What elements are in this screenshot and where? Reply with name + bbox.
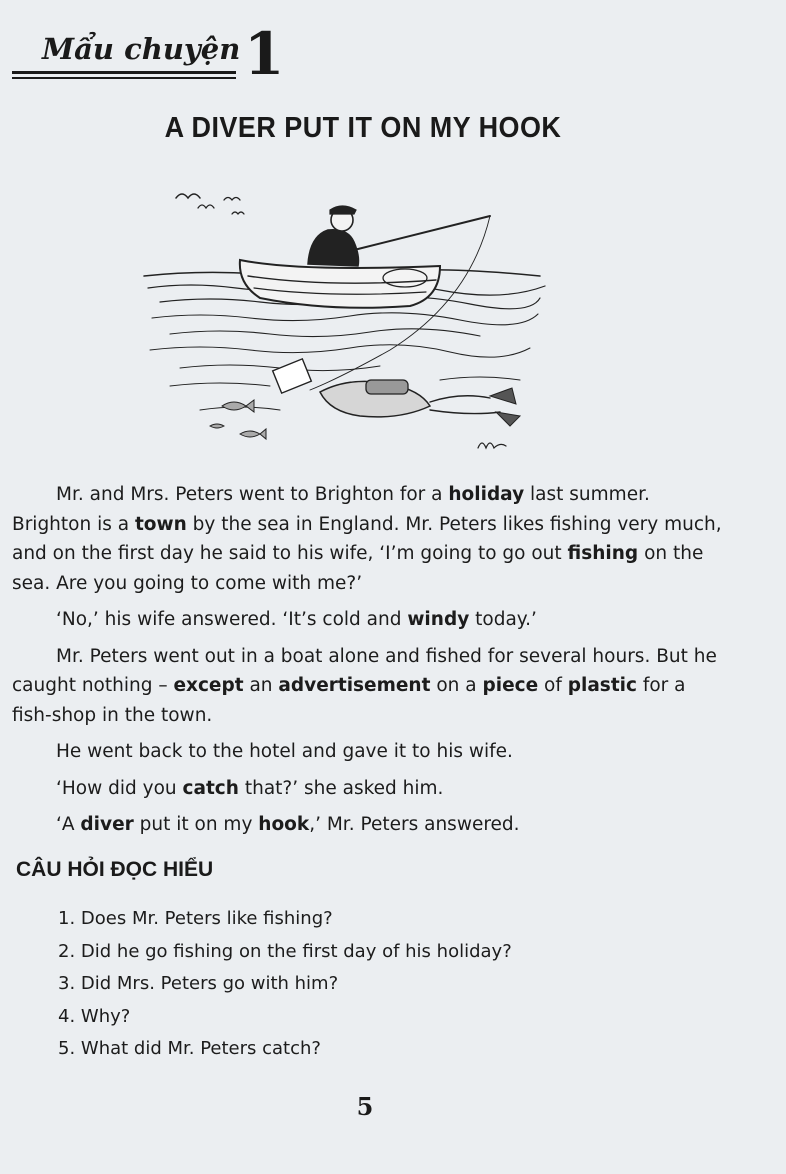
vocabulary-word: town [134,513,187,535]
story-text: of [538,675,568,696]
vocabulary-word: windy [407,609,470,630]
story-paragraph [12,737,722,767]
story-text: for a fish-shop in the town. [12,675,686,726]
story-title: A DIVER PUT IT ON MY HOOK [164,112,562,144]
story-text: that?’ she asked him. [238,777,444,799]
vocabulary-word: catch [182,777,239,799]
page-number: 5 [356,1092,374,1121]
question-item: 3. Did Mrs. Peters go with him? [58,973,339,994]
story-paragraph [12,810,722,840]
story-text: ‘No,’ his wife answered. ‘It’s cold and [56,609,408,630]
header-rule [12,77,236,79]
story-text: on a [430,675,483,696]
story-paragraph [12,642,722,731]
vocabulary-word: except [173,675,244,696]
question-item: 5. What did Mr. Peters catch? [58,1038,321,1059]
story-text: He went back to the hotel and gave it to his wife. [56,741,513,762]
story-text: Mr. and Mrs. Peters went to Brighton for a [56,484,449,505]
vocabulary-word: hook [258,814,310,835]
story-text: on the sea. Are you going to come with me?’ [12,543,704,594]
vocabulary-word: plastic [567,675,637,696]
story-text: today.’ [469,609,537,630]
chapter-number: 1 [244,20,285,88]
vocabulary-word: holiday [448,484,525,505]
story-text: put it on my [133,814,259,835]
story-paragraph [12,605,722,635]
story-text: by the sea in England. Mr. Peters likes fishing very much, and on the first day he said to his wife, ‘I’m going to go out [12,513,722,564]
story-text: last summer. Brighton is a [12,484,650,535]
story-paragraph [12,480,722,598]
question-list [58,903,512,1066]
question-item: 4. Why? [58,1005,131,1027]
header-rule [12,71,236,74]
questions-heading: CÂU HỎI ĐỌC HIỂU [16,858,214,881]
story-text: ‘How did you [56,777,183,799]
story-text: Mr. Peters went out in a boat alone and fished for several hours. But he caught nothing – [12,645,717,696]
question-item: 1. Does Mr. Peters like fishing? [58,908,333,929]
vocabulary-word: piece [482,675,539,696]
story-text: an [243,675,279,696]
vocabulary-word: diver [80,814,134,835]
story-paragraph [12,774,722,804]
vocabulary-word: advertisement [278,675,431,696]
chapter-header [12,20,285,96]
story-text: ‘A [56,814,81,835]
story-body [12,480,722,847]
story-text: ,’ Mr. Peters answered. [309,814,520,835]
fisherman-boat-diver-illustration [140,180,550,470]
chapter-title: Mẩu chuyện [42,32,241,66]
vocabulary-word: fishing [567,543,639,564]
question-item: 2. Did he go fishing on the first day of his holiday? [58,940,512,962]
